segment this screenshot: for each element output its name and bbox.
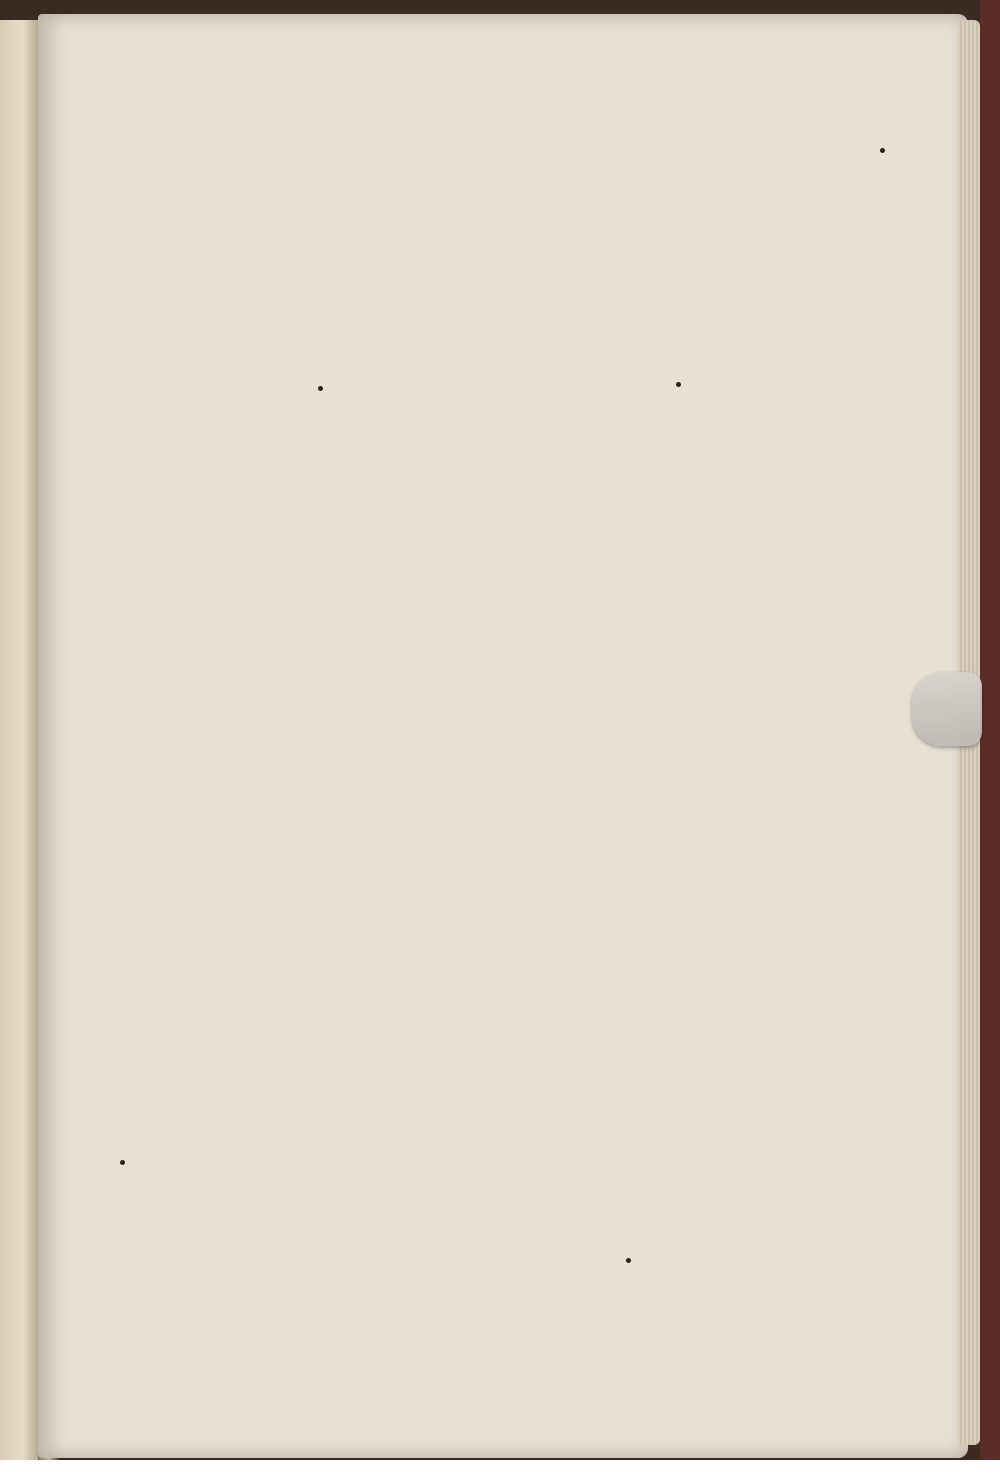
ink-speck [676,382,681,387]
book-page [38,14,968,1458]
decorated-initial [114,460,168,544]
page-marker-tab [912,672,982,746]
ink-speck [880,148,885,153]
digitization-footer [0,1460,1000,1482]
left-facing-page [0,20,40,1460]
book-binding [980,0,1000,1460]
ink-speck [318,386,323,391]
ink-speck [626,1258,631,1263]
ink-speck [120,1160,125,1165]
